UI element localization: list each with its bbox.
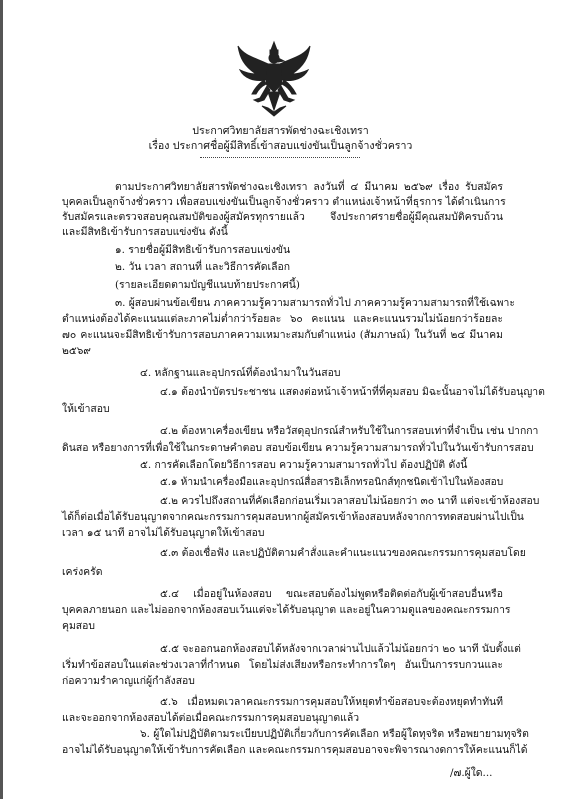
header-subject: เรื่อง ประกาศชื่อผู้มีสิทธิ์เข้าสอบแข่งขันเป็นลูกจ้างชั่วคราว xyxy=(148,140,413,152)
item-3-line-3: ๗๐ คะแนนจะมีสิทธิเข้ารับการสอบภาคความเหมาะสมกับตำแหน่ง (สัมภาษณ์) ในวันที่ ๒๔ มีนาคม xyxy=(62,329,503,341)
item-5-4-line-3: คุมสอบ xyxy=(62,620,95,632)
header-org: ประกาศวิทยาลัยสารพัดช่างฉะเชิงเทรา xyxy=(192,125,369,137)
item-5: ๕. การคัดเลือกโดยวิธีการสอบ ความรู้ความสามารถทั่วไป ต้องปฏิบัติ ดังนี้ xyxy=(140,459,468,471)
item-5-1: ๕.๑ ห้ามนำเครื่องมือและอุปกรณ์สื่อสารอิเล็กทรอนิกส์ทุกชนิดเข้าไปในห้องสอบ xyxy=(160,477,504,488)
item-3-line-4: ๒๕๖๙ xyxy=(62,345,91,357)
item-4-2-line-1: ๔.๒ ต้องหาเครื่องเขียน หรือวัสดุอุปกรณ์สำหรับใช้ในการสอบเท่าที่จำเป็น เช่น ปากกา xyxy=(160,425,539,437)
item-1: ๑. รายชื่อผู้มีสิทธิเข้ารับการสอบแข่งขัน xyxy=(115,244,291,256)
item-note: (รายละเอียดตามบัญชีแนบท้ายประกาศนี้) xyxy=(115,279,300,291)
intro-line-4: และมีสิทธิเข้ารับการสอบแข่งขัน ดังนี้ xyxy=(62,226,228,238)
item-5-5-line-2: เริ่มทำข้อสอบในแต่ละช่วงเวลาที่กำหนด โดยไม่ส่งเสียงหรือกระทำการใดๆ อันเป็นการรบกวนและ xyxy=(62,659,503,671)
item-3-line-1: ๓. ผู้สอบผ่านข้อเขียน ภาคความรู้ความสามารถทั่วไป ภาคความรู้ความสามารถที่ใช้เฉพาะ xyxy=(115,297,515,309)
intro-line-1: ตามประกาศวิทยาลัยสารพัดช่างฉะเชิงเทรา ลงวันที่ ๔ มีนาคม ๒๕๖๙ เรื่อง รับสมัคร xyxy=(115,181,503,193)
item-5-3-line-2: เคร่งครัด xyxy=(62,566,103,578)
header-divider xyxy=(200,157,360,158)
item-5-3-line-1: ๕.๓ ต้องเชื่อฟัง และปฏิบัติตามคำสั่งและคำแนะแนวของคณะกรรมการคุมสอบโดย xyxy=(160,547,526,559)
item-5-2-line-2: ได้ก็ต่อเมื่อได้รับอนุญาตจากคณะกรรมการคุมสอบหากผู้สมัครเข้าห้องสอบหลังจากการทดสอบผ่านไปเป็น xyxy=(62,511,524,523)
item-5-6-line-1: ๕.๖ เมื่อหมดเวลาคณะกรรมการคุมสอบให้หยุดทำข้อสอบจะต้องหยุดทำทันที xyxy=(160,696,503,708)
item-3-line-2: ตำแหน่งต้องได้คะแนนแต่ละภาคไม่ต่ำกว่าร้อยละ ๖๐ คะแนน และคะแนนรวมไม่น้อยกว่าร้อยละ xyxy=(62,313,503,325)
item-2: ๒. วัน เวลา สถานที่ และวิธีการคัดเลือก xyxy=(115,261,290,273)
item-5-6-line-2: และจะออกจากห้องสอบได้ต่อเมื่อคณะกรรมการคุมสอบอนุญาตแล้ว xyxy=(62,712,360,724)
item-6-line-2: อาจไม่ได้รับอนุญาตให้เข้ารับการคัดเลือก และคณะกรรมการคุมสอบอาจจะพิจารณางดการให้คะแนนก็ได้ xyxy=(62,744,528,756)
item-5-5-line-3: ก่อความรำคาญแก่ผู้กำลังสอบ xyxy=(62,675,195,687)
intro-line-2: บุคคลเป็นลูกจ้างชั่วคราว เพื่อสอบแข่งขันเป็นลูกจ้างชั่วคราว ตำแหน่งเจ้าหน้าที่ธุรการ ได้ดำเนินการ xyxy=(62,196,506,208)
continuation-marker: /๗.ผู้ใด... xyxy=(450,767,493,779)
item-4-1-line-1: ๔.๑ ต้องนำบัตรประชาชน แสดงต่อหน้าเจ้าหน้าที่ที่คุมสอบ มิฉะนั้นอาจไม่ได้รับอนุญาต xyxy=(160,386,545,398)
item-5-4-line-2: บุคคลภายนอก และไม่ออกจากห้องสอบเว้นแต่จะได้รับอนุญาต และอยู่ในความดูแลของคณะกรรมการ xyxy=(62,604,511,616)
intro-line-3: รับสมัครและตรวจสอบคุณสมบัติของผู้สมัครทุกรายแล้ว จึงประกาศรายชื่อผู้มีคุณสมบัติครบถ้วน xyxy=(62,211,503,223)
item-4: ๔. หลักฐานและอุปกรณ์ที่ต้องนำมาในวันสอบ xyxy=(140,367,341,379)
item-5-4-line-1: ๕.๔ เมื่ออยู่ในห้องสอบ ขณะสอบต้องไม่พูดหรือติดต่อกับผู้เข้าสอบอื่นหรือ xyxy=(160,588,503,600)
item-6-line-1: ๖. ผู้ใดไม่ปฏิบัติตามระเบียบปฏิบัติเกี่ยวกับการคัดเลือก หรือผู้ใดทุจริต หรือพยายามทุจริต xyxy=(140,728,529,740)
item-5-5-line-1: ๕.๕ จะออกนอกห้องสอบได้หลังจากเวลาผ่านไปแล้วไม่น้อยกว่า ๒๐ นาที นับตั้งแต่ xyxy=(160,643,521,655)
item-4-1-line-2: ให้เข้าสอบ xyxy=(62,403,110,415)
garuda-emblem-icon xyxy=(234,40,314,118)
scan-edge xyxy=(0,0,3,799)
item-5-2-line-3: เวลา ๑๕ นาที อาจไม่ได้รับอนุญาตให้เข้าสอบ xyxy=(62,527,265,539)
item-5-2-line-1: ๕.๒ ควรไปถึงสถานที่คัดเลือกก่อนเริ่มเวลาสอบไม่น้อยกว่า ๓๐ นาที แต่จะเข้าห้องสอบ xyxy=(160,495,540,507)
item-4-2-line-2: ดินสอ หรือยางการที่เพื่อใช้ในกระดาษคำตอบ สอบข้อเขียน ความรู้ความสามารถทั่วไปในวันเข้ารับการสอบ xyxy=(62,442,534,454)
